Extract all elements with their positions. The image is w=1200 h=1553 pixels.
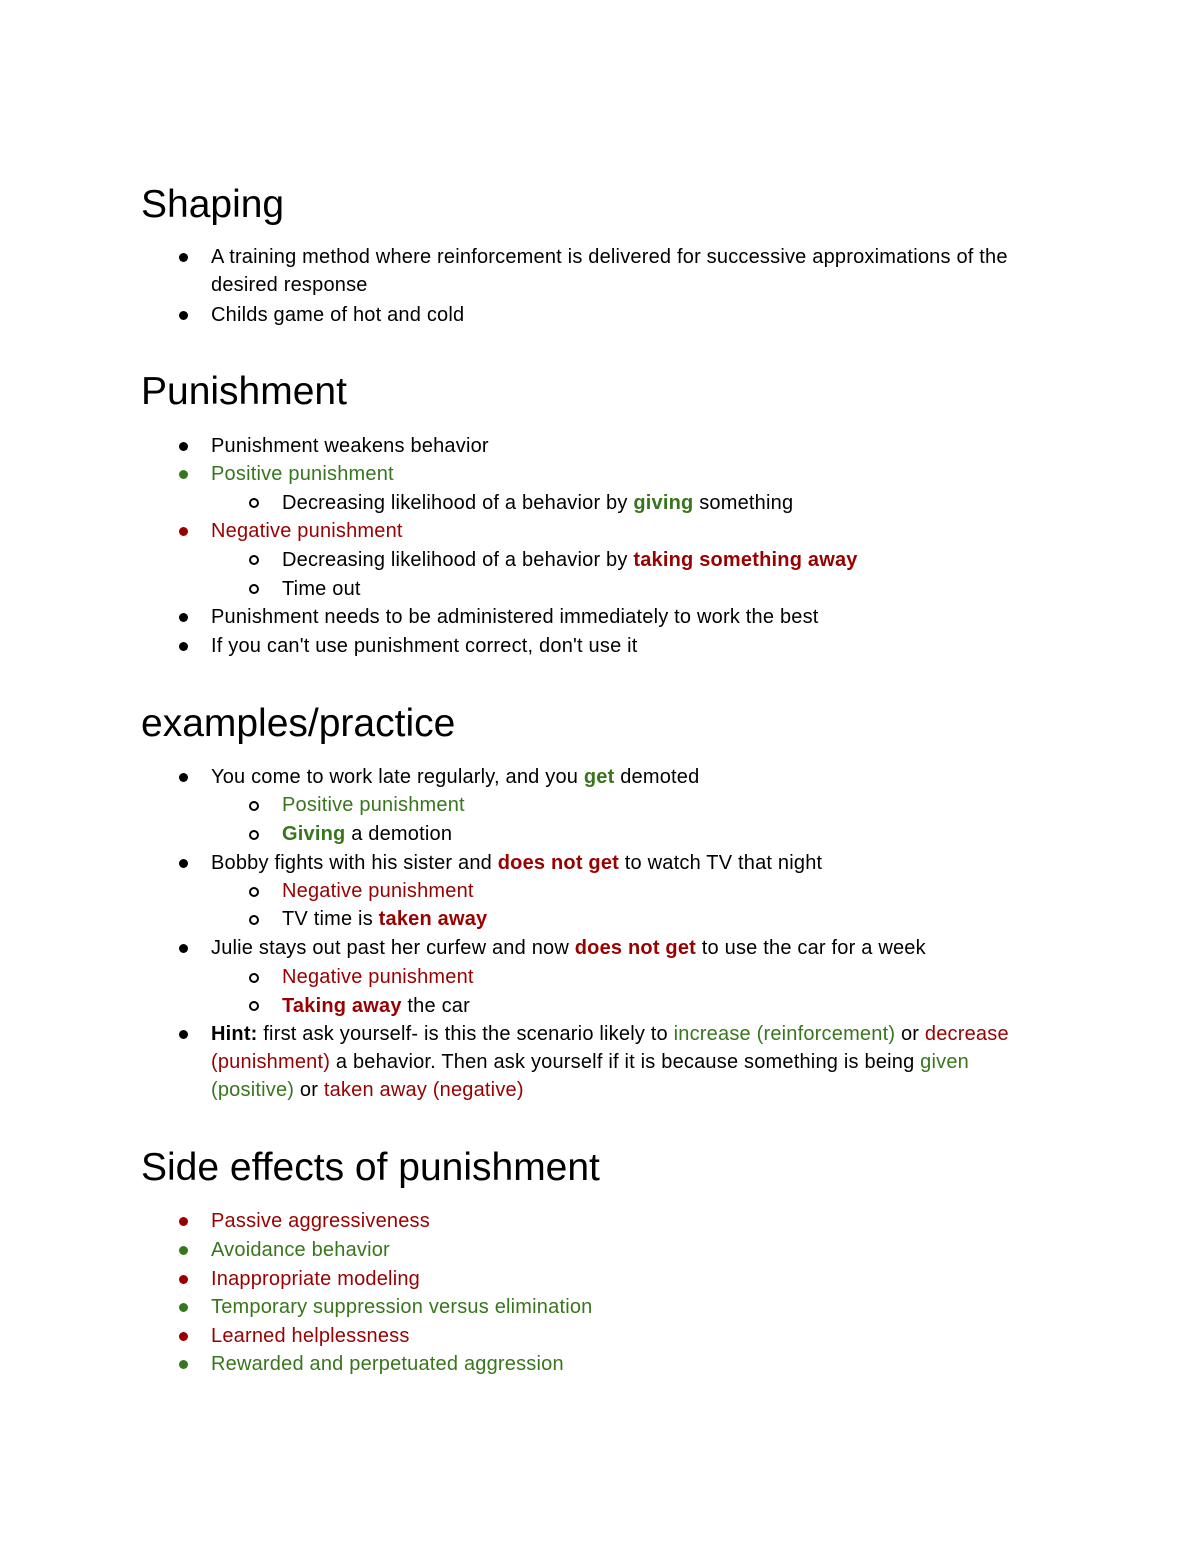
- bullet-icon: [179, 1030, 188, 1039]
- heading-shaping: Shaping: [141, 183, 285, 226]
- list-item: You come to work late regularly, and you get demoted: [211, 766, 700, 788]
- bullet-icon: [179, 1246, 188, 1255]
- bullet-icon: [179, 1217, 188, 1226]
- hollow-bullet-icon: [249, 887, 259, 897]
- list-item: Bobby fights with his sister and does not get to watch TV that night: [211, 852, 823, 874]
- hollow-bullet-icon: [249, 801, 259, 811]
- heading-punishment: Punishment: [141, 370, 347, 413]
- list-item: Punishment weakens behavior: [211, 435, 489, 457]
- hint-line-2: (punishment) a behavior. Then ask yourself if it is because something is being given: [211, 1051, 969, 1073]
- bullet-icon: [179, 944, 188, 953]
- list-item: Positive punishment: [211, 463, 394, 485]
- sub-list-item: Decreasing likelihood of a behavior by giving something: [282, 492, 794, 514]
- bullet-icon: [179, 311, 188, 320]
- bullet-icon: [179, 527, 188, 536]
- list-item: Punishment needs to be administered immediately to work the best: [211, 606, 819, 628]
- list-item: Rewarded and perpetuated aggression: [211, 1353, 564, 1375]
- list-item: A training method where reinforcement is delivered for successive approximations of the: [211, 246, 1008, 268]
- hollow-bullet-icon: [249, 584, 259, 594]
- heading-side-effects: Side effects of punishment: [141, 1146, 600, 1189]
- list-item: Inappropriate modeling: [211, 1268, 420, 1290]
- bullet-icon: [179, 442, 188, 451]
- list-item: If you can't use punishment correct, don't use it: [211, 635, 638, 657]
- sub-list-item: Taking away the car: [282, 995, 470, 1017]
- bullet-icon: [179, 470, 188, 479]
- hollow-bullet-icon: [249, 1001, 259, 1011]
- sub-list-item: TV time is taken away: [282, 908, 488, 930]
- bullet-icon: [179, 1303, 188, 1312]
- bullet-icon: [179, 613, 188, 622]
- sub-list-item: Negative punishment: [282, 880, 474, 902]
- hollow-bullet-icon: [249, 915, 259, 925]
- hollow-bullet-icon: [249, 555, 259, 565]
- heading-examples: examples/practice: [141, 702, 456, 745]
- sub-list-item: Decreasing likelihood of a behavior by taking something away: [282, 549, 858, 571]
- bullet-icon: [179, 1360, 188, 1369]
- bullet-icon: [179, 1332, 188, 1341]
- sub-list-item: Negative punishment: [282, 966, 474, 988]
- bullet-icon: [179, 253, 188, 262]
- list-item: Avoidance behavior: [211, 1239, 390, 1261]
- list-item: Negative punishment: [211, 520, 403, 542]
- hollow-bullet-icon: [249, 973, 259, 983]
- bullet-icon: [179, 1275, 188, 1284]
- list-item: Temporary suppression versus elimination: [211, 1296, 593, 1318]
- hollow-bullet-icon: [249, 830, 259, 840]
- bullet-icon: [179, 773, 188, 782]
- sub-list-item: Time out: [282, 578, 361, 600]
- list-item-continuation: desired response: [211, 274, 368, 296]
- bullet-icon: [179, 642, 188, 651]
- sub-list-item: Positive punishment: [282, 794, 465, 816]
- list-item: Julie stays out past her curfew and now does not get to use the car for a week: [211, 937, 926, 959]
- list-item: Childs game of hot and cold: [211, 304, 465, 326]
- bullet-icon: [179, 859, 188, 868]
- sub-list-item: Giving a demotion: [282, 823, 453, 845]
- hint-line-3: (positive) or taken away (negative): [211, 1079, 524, 1101]
- hint-line-1: Hint: first ask yourself- is this the scenario likely to increase (reinforcement) or decrease: [211, 1023, 1009, 1045]
- list-item: Learned helplessness: [211, 1325, 410, 1347]
- hollow-bullet-icon: [249, 498, 259, 508]
- list-item: Passive aggressiveness: [211, 1210, 430, 1232]
